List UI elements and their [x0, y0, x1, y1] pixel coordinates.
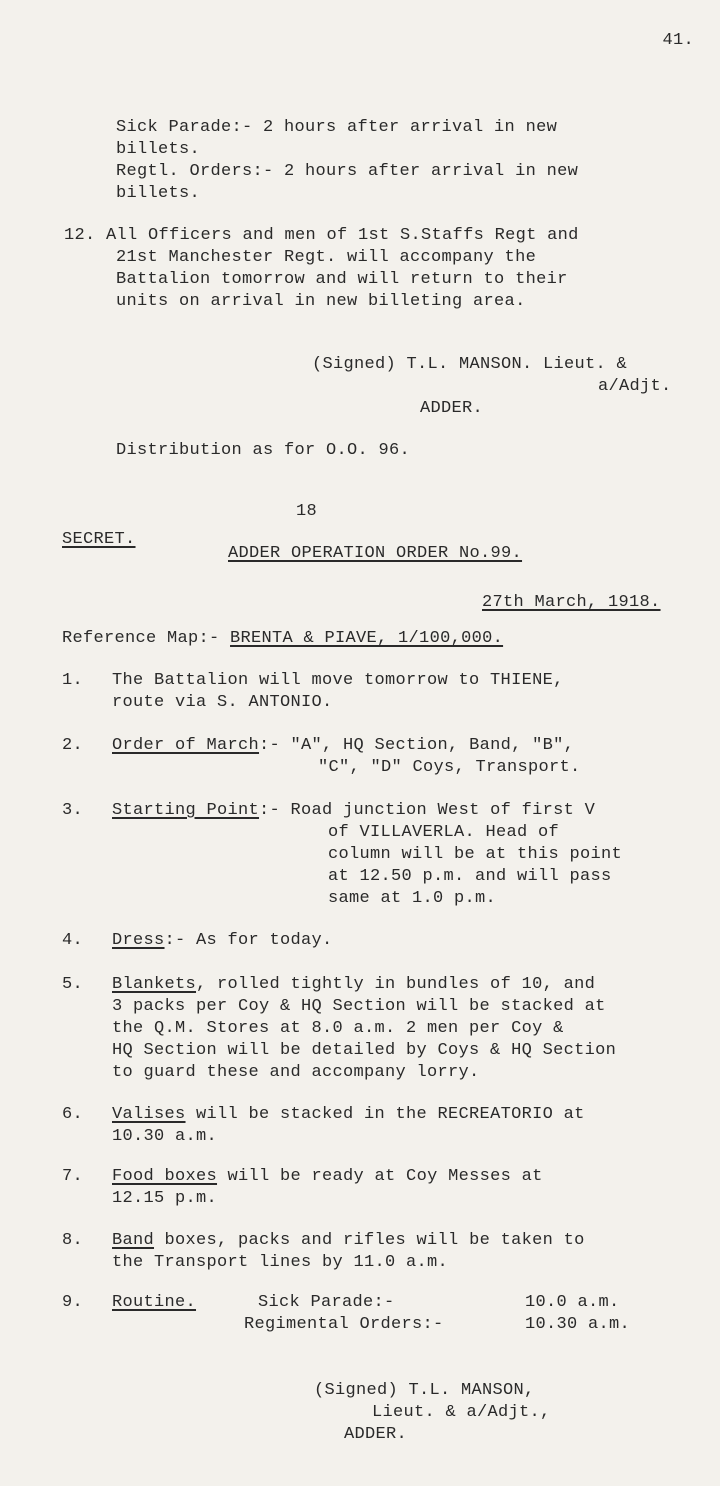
item-2-text-1: :- "A", HQ Section, Band, "B",: [259, 736, 575, 755]
para-12-line-2: 21st Manchester Regt. will accompany the: [116, 248, 537, 267]
item-2-line-1: [112, 735, 574, 757]
signature-line-1: (Signed) T.L. MANSON,: [314, 1381, 535, 1400]
item-8-text-1: boxes, packs and rifles will be taken to: [154, 1231, 585, 1250]
order-title: ADDER OPERATION ORDER No.99.: [228, 544, 523, 563]
item-8-line-1: [112, 1230, 585, 1252]
sick-parade-line-1: Sick Parade:- 2 hours after arrival in new: [116, 118, 558, 137]
item-5-line-2: 3 packs per Coy & HQ Section will be stacked at: [112, 997, 606, 1016]
item-3-line-2: of VILLAVERLA. Head of: [328, 823, 560, 842]
item-4-text-1: :- As for today.: [164, 931, 333, 950]
item-7-text-1: will be ready at Coy Messes at: [217, 1167, 543, 1186]
secret-heading: SECRET.: [62, 530, 136, 549]
item-4-line-1: [112, 930, 333, 952]
reference-map-label: Reference Map:-: [62, 629, 231, 648]
item-5-line-4: HQ Section will be detailed by Coys & HQ Section: [112, 1041, 617, 1060]
regtl-orders-line-2: billets.: [116, 184, 201, 203]
routine-sick-parade-label: Sick Parade:-: [258, 1293, 395, 1312]
item-5-line-3: the Q.M. Stores at 8.0 a.m. 2 men per Coy &: [112, 1019, 564, 1038]
item-1-number: 1.: [62, 671, 84, 690]
item-3-line-3: column will be at this point: [328, 845, 623, 864]
para-12-line-1: 12. All Officers and men of 1st S.Staffs Regt and: [64, 226, 579, 245]
item-5-line-5: to guard these and accompany lorry.: [112, 1063, 480, 1082]
item-7-line-1: [112, 1166, 543, 1188]
item-5-heading: Blankets: [112, 975, 197, 994]
item-5-line-1: [112, 974, 595, 996]
item-7-number: 7.: [62, 1167, 84, 1186]
regtl-orders-line-1: Regtl. Orders:- 2 hours after arrival in new: [116, 162, 579, 181]
reference-map-value: BRENTA & PIAVE, 1/100,000.: [230, 629, 504, 648]
item-5-number: 5.: [62, 975, 84, 994]
item-8-heading: Band: [112, 1231, 155, 1250]
item-4-number: 4.: [62, 931, 84, 950]
item-9-heading: Routine.: [112, 1293, 197, 1312]
item-1-line-1: The Battalion will move tomorrow to THIENE,: [112, 671, 564, 690]
item-9-number: 9.: [62, 1293, 84, 1312]
item-3-text-1: :- Road junction West of first V: [259, 801, 596, 820]
prev-signature-line-2: a/Adjt.: [598, 377, 672, 396]
routine-sick-parade-time: 10.0 a.m.: [525, 1293, 620, 1312]
item-2-heading: Order of March: [112, 736, 260, 755]
item-7-heading: Food boxes: [112, 1167, 218, 1186]
item-3-line-5: same at 1.0 p.m.: [328, 889, 497, 908]
item-6-text-1: will be stacked in the RECREATORIO at: [185, 1105, 585, 1124]
signature-line-2: Lieut. & a/Adjt.,: [372, 1403, 551, 1422]
item-3-number: 3.: [62, 801, 84, 820]
para-12-line-3: Battalion tomorrow and will return to their: [116, 270, 568, 289]
item-3-line-4: at 12.50 p.m. and will pass: [328, 867, 612, 886]
distribution-line: Distribution as for O.O. 96.: [116, 441, 411, 460]
prev-signature-line-1: (Signed) T.L. MANSON. Lieut. &: [312, 355, 628, 374]
order-date: 27th March, 1918.: [482, 593, 661, 612]
page-number: 41.: [662, 31, 694, 50]
item-3-heading: Starting Point: [112, 801, 260, 820]
item-1-line-2: route via S. ANTONIO.: [112, 693, 333, 712]
item-3-line-1: [112, 800, 595, 822]
signature-line-3: ADDER.: [344, 1425, 408, 1444]
item-6-heading: Valises: [112, 1105, 186, 1124]
item-2-line-2: "C", "D" Coys, Transport.: [318, 758, 581, 777]
item-4-heading: Dress: [112, 931, 165, 950]
routine-orders-label: Regimental Orders:-: [244, 1315, 444, 1334]
routine-orders-time: 10.30 a.m.: [525, 1315, 631, 1334]
sick-parade-line-2: billets.: [116, 140, 201, 159]
item-2-number: 2.: [62, 736, 84, 755]
prev-signature-line-3: ADDER.: [420, 399, 484, 418]
item-6-line-1: [112, 1104, 585, 1126]
item-5-text-1: , rolled tightly in bundles of 10, and: [196, 975, 596, 994]
item-8-line-2: the Transport lines by 11.0 a.m.: [112, 1253, 449, 1272]
para-12-line-4: units on arrival in new billeting area.: [116, 292, 526, 311]
item-8-number: 8.: [62, 1231, 84, 1250]
item-6-line-2: 10.30 a.m.: [112, 1127, 218, 1146]
item-7-line-2: 12.15 p.m.: [112, 1189, 218, 1208]
item-6-number: 6.: [62, 1105, 84, 1124]
reference-map: [62, 628, 503, 650]
marginal-number: 18: [296, 502, 318, 521]
